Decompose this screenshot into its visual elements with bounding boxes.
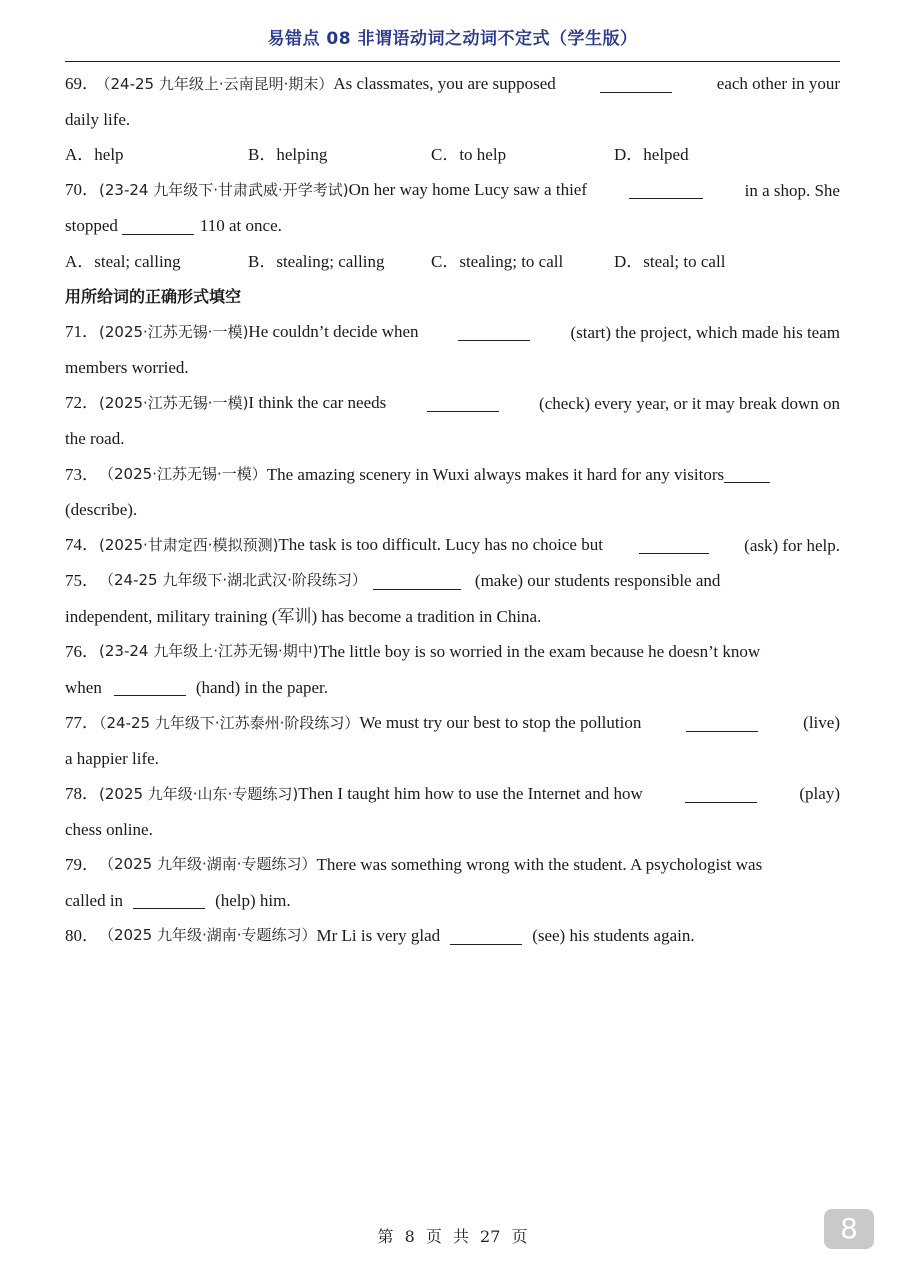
answer-blank[interactable] [373, 572, 461, 590]
answer-blank[interactable] [600, 75, 672, 93]
question-text: (make) our students responsible and [474, 571, 721, 590]
option-d[interactable]: D．steal; to call [614, 251, 726, 271]
question-75-line-1 [65, 563, 840, 599]
question-79-line-2 [65, 883, 840, 919]
question-73-line-1 [65, 457, 840, 493]
question-77-line-2 [65, 741, 840, 777]
question-source: （24-25 九年级下·江苏泰州·阶段练习） [99, 713, 360, 732]
question-source: (23-24 九年级下·甘肃武威·开学考试) [99, 181, 349, 199]
question-69-options [65, 137, 840, 173]
question-number: 74． [65, 535, 99, 554]
question-text: in a shop. She [744, 180, 840, 200]
question-number: 77． [65, 712, 99, 732]
answer-blank[interactable] [724, 465, 770, 483]
question-80-line-1 [65, 918, 840, 954]
option-a[interactable]: A．steal; calling [65, 251, 181, 271]
question-source: (2025·甘肃定西·模拟预测) [99, 536, 279, 554]
question-76-line-2 [65, 670, 840, 706]
question-source: (2025 九年级·山东·专题练习) [99, 784, 299, 803]
question-text: (start) the project, which made his team [570, 322, 840, 342]
question-text: independent, military training (军训) has become a tradition in China. [65, 606, 542, 626]
question-source: (23-24 九年级上·江苏无锡·期中) [99, 642, 319, 660]
answer-blank[interactable] [427, 394, 499, 412]
question-source: （2025 九年级·湖南·专题练习） [99, 855, 317, 873]
question-text: (play) [799, 784, 840, 803]
question-text: (live) [803, 713, 840, 732]
question-number: 69． [65, 73, 99, 93]
answer-blank[interactable] [122, 217, 194, 235]
question-text: a happier life. [65, 748, 159, 768]
question-text: There was something wrong with the student. A psychologist was [316, 855, 763, 874]
question-73-line-2 [65, 492, 840, 528]
question-list [65, 66, 840, 954]
answer-blank[interactable] [685, 785, 757, 803]
question-71-line-2 [65, 350, 840, 386]
question-text: stopped [65, 216, 118, 235]
option-b[interactable]: B．helping [248, 145, 328, 164]
question-69-line-1 [65, 66, 840, 102]
question-number: 80． [65, 926, 99, 945]
answer-blank[interactable] [114, 678, 186, 696]
section-heading-line [65, 279, 840, 315]
question-78-line-2 [65, 812, 840, 848]
question-number: 73． [65, 464, 99, 484]
question-source: （24-25 九年级上·云南昆明·期末） [103, 74, 334, 93]
question-text: chess online. [65, 819, 153, 839]
question-70-line-2 [65, 208, 840, 244]
question-text: Mr Li is very glad [316, 926, 441, 945]
question-70-line-1 [65, 173, 840, 209]
question-text: As classmates, you are supposed [333, 73, 556, 93]
page-footer: 第 8 页 共 27 页 [377, 1227, 528, 1246]
answer-blank[interactable] [450, 927, 522, 945]
question-text: The task is too difficult. Lucy has no choice but [278, 535, 603, 554]
question-text: I think the car needs [248, 393, 387, 412]
question-source: (2025·江苏无锡·一模) [99, 323, 249, 341]
question-71-line-1 [65, 315, 840, 351]
page-number-badge: 8 [824, 1209, 874, 1249]
question-text: 110 at once. [199, 216, 282, 235]
question-text: when [65, 677, 102, 697]
answer-blank[interactable] [639, 536, 709, 554]
question-source: （24-25 九年级下·湖北武汉·阶段练习） [99, 571, 367, 589]
question-number: 78． [65, 783, 99, 803]
option-b[interactable]: B．stealing; calling [248, 251, 385, 271]
question-text: He couldn’t decide when [248, 322, 419, 341]
question-74-line-1 [65, 528, 840, 564]
option-a[interactable]: A．help [65, 145, 124, 164]
question-number: 75． [65, 571, 99, 590]
question-source: （2025 九年级·湖南·专题练习） [99, 926, 317, 944]
question-79-line-1 [65, 847, 840, 883]
question-text: (help) him. [215, 890, 291, 910]
question-source: （2025·江苏无锡·一模） [99, 464, 267, 483]
question-text: the road. [65, 429, 125, 448]
question-text: daily life. [65, 109, 131, 129]
question-number: 70． [65, 180, 99, 199]
question-number: 71． [65, 322, 99, 341]
question-text: each other in your [716, 74, 840, 93]
question-number: 72． [65, 393, 99, 412]
question-76-line-1 [65, 634, 840, 670]
question-text: called in [65, 890, 124, 910]
section-title: 用所给词的正确形式填空 [65, 287, 242, 306]
question-75-line-2 [65, 599, 840, 635]
answer-blank[interactable] [629, 181, 703, 199]
question-text: On her way home Lucy saw a thief [348, 180, 587, 199]
question-72-line-2 [65, 421, 840, 457]
answer-blank[interactable] [686, 714, 758, 732]
answer-blank[interactable] [133, 891, 205, 909]
question-text: (hand) in the paper. [195, 677, 329, 697]
question-text: (check) every year, or it may break down on [539, 393, 840, 413]
question-number: 76． [65, 642, 99, 661]
question-72-line-1 [65, 386, 840, 422]
question-77-line-1 [65, 705, 840, 741]
question-text: We must try our best to stop the pollution [359, 712, 642, 732]
option-d[interactable]: D．helped [614, 145, 689, 164]
question-text: members worried. [65, 358, 189, 377]
question-69-line-2 [65, 102, 840, 138]
option-c[interactable]: C．to help [431, 145, 507, 164]
question-text: The little boy is so worried in the exam because he doesn’t know [318, 642, 761, 661]
question-text: (describe). [65, 500, 138, 519]
header-divider [65, 61, 840, 62]
question-text: (see) his students again. [532, 926, 695, 945]
question-source: (2025·江苏无锡·一模) [99, 394, 249, 412]
question-number: 79． [65, 855, 99, 874]
question-78-line-1 [65, 776, 840, 812]
question-text: Then I taught him how to use the Internet and how [298, 783, 643, 803]
answer-blank[interactable] [458, 323, 530, 341]
option-c[interactable]: C．stealing; to call [431, 251, 564, 271]
question-70-options [65, 244, 840, 280]
question-text: The amazing scenery in Wuxi always makes it hard for any visitors [266, 464, 725, 484]
page-header-title: 易错点 08 非谓语动词之动词不定式（学生版） [267, 29, 638, 49]
question-text: (ask) for help. [744, 535, 840, 555]
